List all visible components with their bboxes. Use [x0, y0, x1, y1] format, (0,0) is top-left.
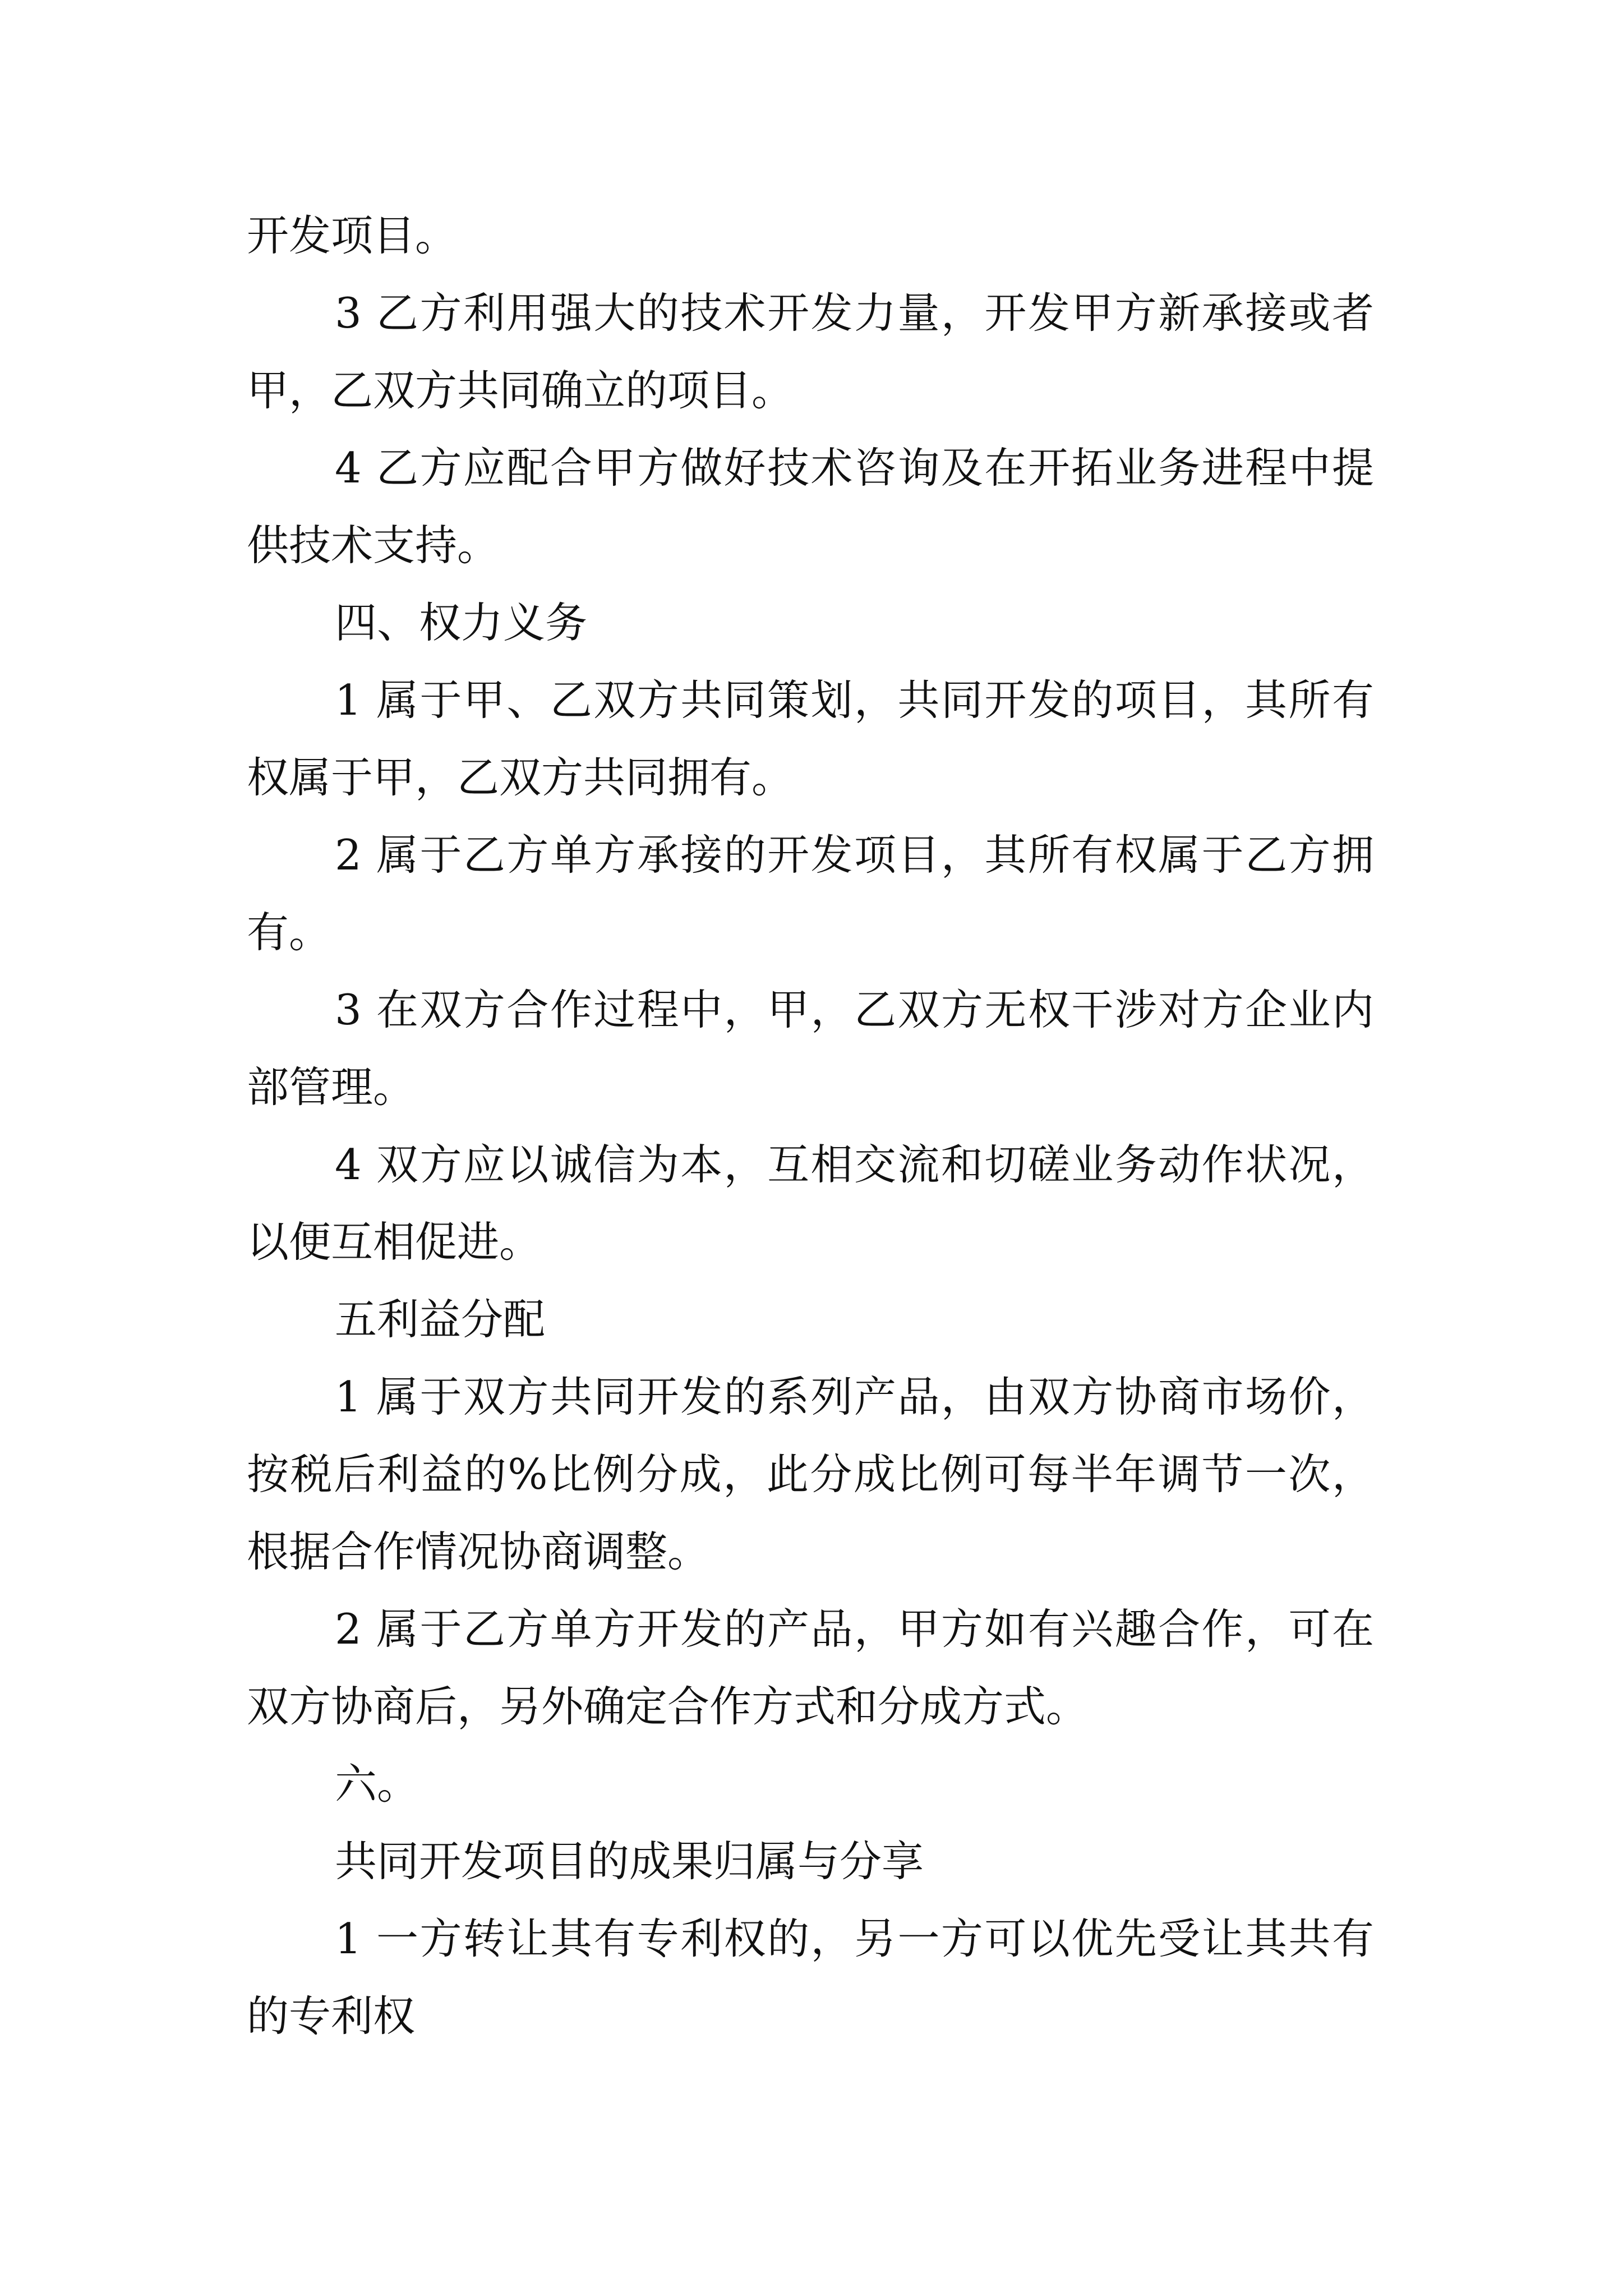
text-line: 开发项目。	[247, 211, 458, 260]
text-line: 4 双方应以诚信为本，互相交流和切磋业务动作状况，	[335, 1140, 1374, 1189]
text-line: 共同开发项目的成果归属与分享	[335, 1837, 924, 1886]
section-heading: 四、权力义务	[335, 598, 588, 647]
text-line: 4 乙方应配合甲方做好技术咨询及在开拓业务进程中提	[335, 443, 1374, 493]
text-line: 的专利权	[247, 1991, 416, 2041]
text-line: 3 在双方合作过程中，甲，乙双方无权干涉对方企业内	[335, 985, 1374, 1034]
text-line: 权属于甲，乙双方共同拥有。	[247, 753, 794, 802]
text-line: 甲，乙双方共同确立的项目。	[247, 366, 794, 415]
text-line: 1 属于甲、乙双方共同策划，共同开发的项目，其所有	[335, 675, 1374, 725]
text-line: 根据合作情况协商调整。	[247, 1527, 710, 1576]
text-line: 供技术支持。	[247, 521, 500, 570]
text-line: 1 一方转让其有专利权的，另一方可以优先受让其共有	[335, 1914, 1374, 1963]
text-line: 2 属于乙方单方承接的开发项目，其所有权属于乙方拥	[335, 830, 1374, 880]
text-line: 3 乙方利用强大的技术开发力量，开发甲方新承接或者	[335, 288, 1374, 338]
text-line: 2 属于乙方单方开发的产品，甲方如有兴趣合作，可在	[335, 1604, 1374, 1654]
text-line: 按税后利益的%比例分成，此分成比例可每半年调节一次，	[247, 1450, 1374, 1499]
section-heading: 五利益分配	[335, 1295, 546, 1344]
text-line: 部管理。	[247, 1062, 416, 1112]
text-line: 以便互相促进。	[247, 1217, 542, 1267]
text-line: 1 属于双方共同开发的系列产品，由双方协商市场价，	[335, 1372, 1374, 1421]
text-line: 双方协商后，另外确定合作方式和分成方式。	[247, 1682, 1089, 1731]
section-heading: 六。	[335, 1759, 419, 1809]
text-line: 有。	[247, 908, 331, 957]
